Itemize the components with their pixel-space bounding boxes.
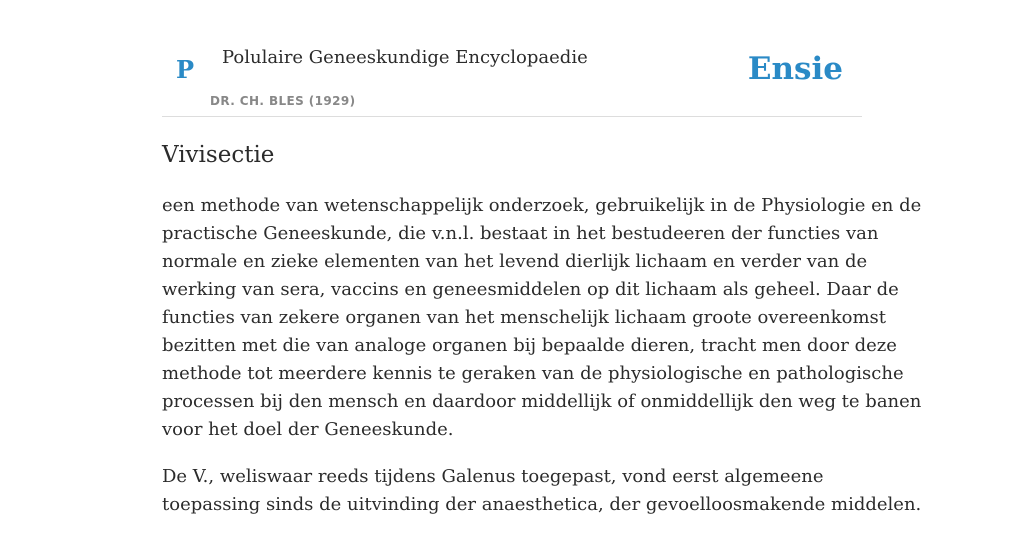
page-header <box>162 0 862 117</box>
text-line: een methode van wetenschappelijk onderzoek, gebruikelijk in de Physiologie en de <box>162 195 922 216</box>
book-logo-icon[interactable]: P <box>176 55 195 84</box>
article-paragraph-1 <box>162 192 922 444</box>
text-line: werking van sera, vaccins en geneesmiddelen op dit lichaam als geheel. Daar de <box>162 279 899 300</box>
text-line: functies van zekere organen van het menschelijk lichaam groote overeenkomst <box>162 307 886 328</box>
text-line: bezitten met die van analoge organen bij bepaalde dieren, tracht men door deze <box>162 335 897 356</box>
text-line: processen bij den mensch en daardoor middellijk of onmiddellijk den weg te banen <box>162 391 922 412</box>
book-title-link[interactable]: Polulaire Geneeskundige Encyclopaedie <box>222 47 588 68</box>
text-line: voor het doel der Geneeskunde. <box>162 419 454 440</box>
ensie-logo-link[interactable]: Ensie <box>747 51 843 87</box>
article-paragraph-2 <box>162 463 922 519</box>
text-line: normale en zieke elementen van het levend dierlijk lichaam en verder van de <box>162 251 868 272</box>
book-author: DR. CH. BLES (1929) <box>210 94 356 108</box>
text-line: De V., weliswaar reeds tijdens Galenus toegepast, vond eerst algemeene <box>162 466 824 487</box>
text-line: toepassing sinds de uitvinding der anaesthetica, der gevoelloosmakende middelen. <box>162 494 922 515</box>
article-body <box>162 192 922 538</box>
text-line: practische Geneeskunde, die v.n.l. bestaat in het bestudeeren der functies van <box>162 223 879 244</box>
entry-title: Vivisectie <box>162 142 275 168</box>
text-line: methode tot meerdere kennis te geraken van de physiologische en pathologische <box>162 363 904 384</box>
